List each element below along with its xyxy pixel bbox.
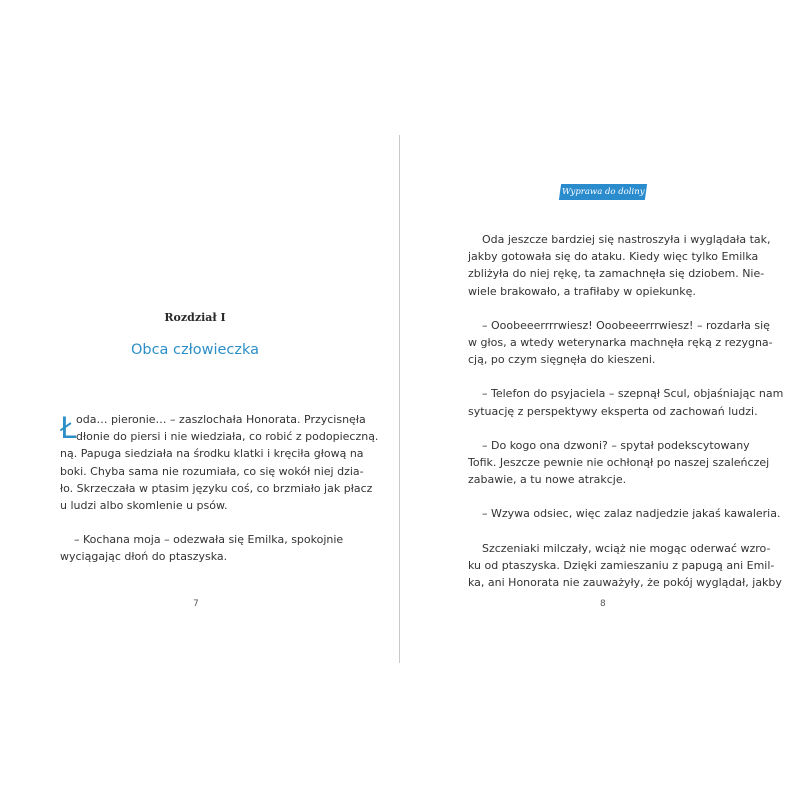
text-line: Oda jeszcze bardziej się nastroszyła i wyglądała tak,	[482, 233, 771, 246]
text-line: boki. Chyba sama nie rozumiała, co się wokół niej dzia-	[60, 464, 364, 478]
running-head-banner	[559, 184, 647, 200]
paragraph	[468, 231, 771, 300]
left-page	[60, 0, 379, 800]
text-line: w głos, a wtedy weterynarka machnęła ręką z rezygna-	[468, 336, 773, 350]
dropcap: Ł	[60, 411, 77, 445]
text-line: u ludzi albo skomlenie u psów.	[60, 499, 228, 513]
text-line: ną. Papuga siedziała na środku klatki i kręciła głową na	[60, 447, 364, 461]
right-page	[468, 0, 784, 800]
page-number: 8	[600, 599, 606, 609]
page-gutter-divider	[399, 135, 400, 663]
page-number: 7	[193, 599, 199, 609]
paragraph	[468, 437, 770, 489]
text-line: dłonie do piersi i nie wiedziała, co robić z podopieczną.	[76, 430, 379, 444]
text-line: wiele brakowało, a trafiłaby w opiekunkę.	[468, 284, 696, 298]
text-line: Tofik. Jeszcze pewnie nie ochłonął po naszej szaleńczej	[468, 456, 770, 470]
text-line: Szczeniaki milczały, wciąż nie mogąc oderwać wzro-	[482, 541, 771, 555]
text-line: ku od ptaszyska. Dzięki zamieszaniu z papugą ani Emil-	[468, 558, 775, 572]
text-line: wyciągając dłoń do ptaszyska.	[60, 550, 228, 564]
paragraph	[468, 540, 782, 592]
text-line: – Kochana moja – odezwała się Emilka, spokojnie	[74, 533, 344, 547]
text-line: oda… pieronie… – zaszlochała Honorata. Przycisnęła	[76, 413, 366, 426]
paragraph	[60, 411, 379, 514]
text-line: zbliżyła do niej rękę, ta zamachnęła się dziobem. Nie-	[468, 267, 765, 281]
text-line: zabawie, a tu nowe atrakcje.	[468, 473, 627, 487]
chapter-label: Rozdział I	[164, 311, 226, 324]
text-line: ka, ani Honorata nie zauważyły, że pokój wyglądał, jakby	[468, 576, 782, 590]
paragraph	[468, 505, 781, 522]
text-line: – Do kogo ona dzwoni? – spytał podekscytowany	[482, 438, 750, 452]
chapter-title: Obca człowieczka	[130, 342, 260, 358]
paragraph	[60, 531, 344, 565]
text-line: sytuację z perspektywy eksperta od zachowań ludzi.	[468, 404, 758, 418]
text-line: ło. Skrzeczała w ptasim języku coś, co brzmiało jak płacz	[60, 481, 373, 495]
text-line: cją, po czym sięgnęła do kieszeni.	[468, 353, 656, 367]
paragraph	[468, 385, 784, 419]
text-line: jakby gotowała się do ataku. Kiedy więc tylko Emilka	[468, 250, 759, 264]
left-body-text	[60, 411, 379, 566]
paragraph	[468, 317, 773, 369]
text-line: – Ooobeeerrrrwiesz! Ooobeeerrrwiesz! – rozdarła się	[482, 318, 770, 332]
text-line: – Telefon do psyjaciela – szepnął Scul, objaśniając nam	[482, 387, 784, 401]
running-head-text: Wyprawa do doliny	[561, 187, 645, 197]
text-line: – Wzywa odsiec, więc zalaz nadjedzie jakaś kawaleria.	[482, 507, 781, 521]
right-body-text	[468, 231, 784, 591]
